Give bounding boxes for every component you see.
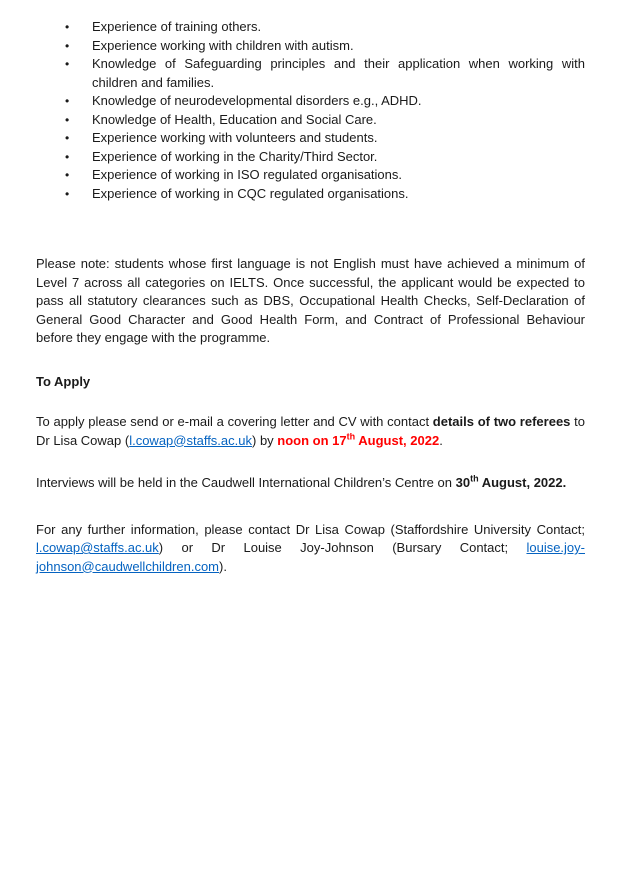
bullet-text: Experience working with volunteers and students.	[92, 130, 378, 145]
deadline-text: August, 2022	[355, 432, 440, 448]
email-link-cowap[interactable]: l.cowap@staffs.ac.uk	[129, 432, 252, 448]
apply-text: ) by	[252, 432, 278, 448]
bullet-marker-icon: •	[65, 57, 70, 71]
bullet-marker-icon: •	[65, 38, 70, 53]
further-info-paragraph	[36, 521, 585, 577]
referees-bold-text: details of two referees	[432, 414, 571, 429]
bullet-text: Experience of training others.	[92, 19, 262, 34]
further-info-text: For any further information, please contact Dr Lisa Cowap (Staffordshire University Contact;	[36, 521, 585, 537]
bullet-item	[36, 185, 585, 204]
note-paragraph: Please note: students whose first language is not English must have achieved a minimum of Level 7 across all categories on IELTS. Once successful, the applicant would be expected to pass all statutory clearances such as DBS, Occupational Health Checks, Self-Declaration of General Good Character and Good Health Form, and Contract of Professional Behaviour before they engage with the programme.	[36, 256, 585, 345]
apply-paragraph	[36, 413, 585, 450]
bullet-text: Knowledge of Health, Education and Social Care.	[92, 111, 377, 127]
bullet-marker-icon: •	[65, 112, 70, 127]
email-link-joy-johnson[interactable]: louise.joy-johnson@caudwellchildren.com	[36, 540, 585, 574]
deadline-text: noon on 17	[277, 432, 347, 448]
bullet-item	[36, 55, 585, 92]
bullet-text: Experience of working in ISO regulated organisations.	[92, 167, 403, 182]
apply-text: to Dr Lisa Cowap (	[36, 414, 585, 448]
further-info-text: ).	[219, 558, 227, 574]
bullet-list	[36, 18, 585, 203]
bullet-item	[36, 129, 585, 148]
apply-text: To apply please send or e-mail a covering letter and CV with contact	[36, 414, 433, 429]
interviews-text: Interviews will be held in the Caudwell International Children’s Centre on	[36, 475, 456, 490]
bullet-marker-icon: •	[65, 149, 70, 164]
bullet-marker-icon: •	[65, 168, 70, 182]
apply-text: .	[439, 432, 443, 448]
interview-date-ordinal-superscript: th	[470, 473, 479, 484]
to-apply-heading: To Apply	[36, 373, 91, 389]
bullet-text: Experience working with children with autism.	[92, 37, 354, 53]
bullet-marker-icon: •	[65, 131, 70, 145]
bullet-item	[36, 92, 585, 111]
bullet-text: Experience of working in the Charity/Third Sector.	[92, 148, 378, 164]
bullet-item	[36, 166, 585, 185]
bullet-text: Knowledge of neurodevelopmental disorders e.g., ADHD.	[92, 93, 422, 108]
bullet-marker-icon: •	[65, 20, 70, 34]
bullet-item	[36, 18, 585, 37]
bullet-text: Experience of working in CQC regulated organisations.	[92, 185, 409, 201]
bullet-marker-icon: •	[65, 186, 70, 201]
bullet-marker-icon: •	[65, 94, 70, 108]
interview-date-text: August, 2022.	[478, 475, 567, 490]
email-link-cowap-2[interactable]: l.cowap@staffs.ac.uk	[36, 540, 159, 555]
bullet-item	[36, 148, 585, 167]
bullet-item	[36, 37, 585, 56]
interview-date-text: 30	[455, 475, 471, 490]
interviews-paragraph	[36, 474, 585, 493]
deadline-ordinal-superscript: th	[346, 431, 356, 442]
bullet-item	[36, 111, 585, 130]
bullet-text: Knowledge of Safeguarding principles and their application when working with children and families.	[92, 56, 585, 90]
further-info-text: ) or Dr Louise Joy-Johnson (Bursary Contact;	[158, 540, 527, 555]
